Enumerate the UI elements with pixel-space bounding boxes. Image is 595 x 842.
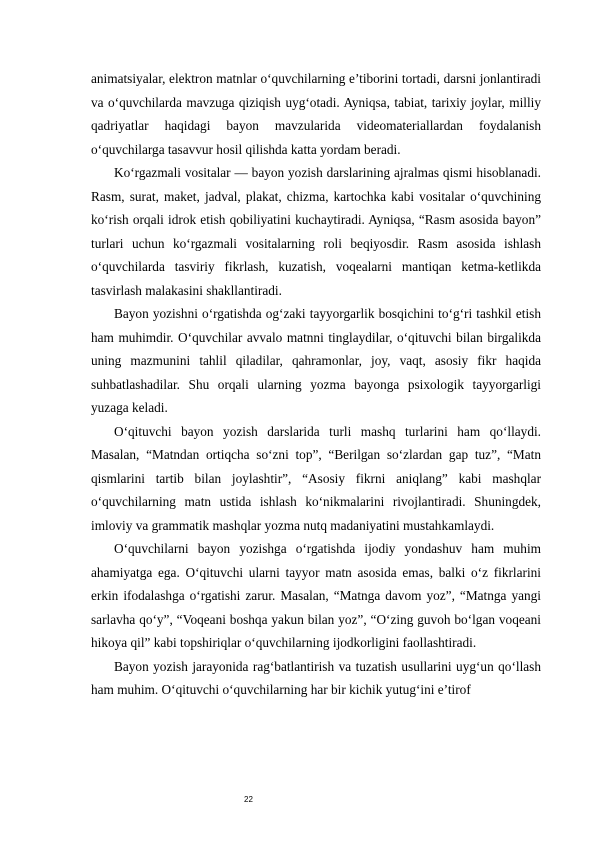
page-number: 22	[244, 795, 253, 804]
paragraph: O‘qituvchi bayon yozish darslarida turli mashq turlarini ham qo‘llaydi. Masalan, “Matndan ortiqcha so‘zni top”, “Berilgan so‘zlardan gap tuz”, “Matn qismlarini tartib bilan joylashtir”, “Asosiy fikrni aniqlang” kabi mashqlar o‘quvchilarning matn ustida ishlash ko‘nikmalarini rivojlantiradi. Shuningdek, imloviy va grammatik mashqlar yozma nutq madaniyatini mustahkamlaydi.	[91, 423, 541, 533]
paragraph: animatsiyalar, elektron matnlar o‘quvchilarning e’tiborini tortadi, darsni jonlantiradi va o‘quvchilarda mavzuga qiziqish uyg‘otadi. Ayniqsa, tabiat, tarixiy joylar, milliy qadriyatlar haqidagi bayon mavzularida videomateriallardan foydalanish o‘quvchilarga tasavvur hosil qilishda katta yordam beradi.	[91, 71, 541, 157]
paragraph: Bayon yozishni o‘rgatishda og‘zaki tayyorgarlik bosqichini to‘g‘ri tashkil etish ham muhimdir. O‘quvchilar avvalo matnni tinglaydilar, o‘qituvchi bilan birgalikda uning mazmunini tahlil qiladilar, qahramonlar, joy, vaqt, asosiy fikr haqida suhbatlashadilar. Shu orqali ularning yozma bayonga psixologik tayyorgarligi yuzaga keladi.	[91, 306, 541, 415]
body-text	[91, 67, 541, 702]
paragraph: O‘quvchilarni bayon yozishga o‘rgatishda ijodiy yondashuv ham muhim ahamiyatga ega. O‘qituvchi ularni tayyor matn asosida emas, balki o‘z fikrlarini erkin ifodalashga o‘rgatishi zarur. Masalan, “Matnga davom yoz”, “Matnga yangi sarlavha qo‘y”, “Voqeani boshqa yakun bilan yoz”, “O‘zing guvoh bo‘lgan voqeani hikoya qil” kabi topshiriqlar o‘quvchilarning ijodkorligini faollashtiradi.	[91, 541, 541, 650]
paragraph: Bayon yozish jarayonida rag‘batlantirish va tuzatish usullarini uyg‘un qo‘llash ham muhim. O‘qituvchi o‘quvchilarning har bir kichik yutug‘ini e’tirof	[91, 658, 541, 697]
paragraph: Ko‘rgazmali vositalar — bayon yozish darslarining ajralmas qismi hisoblanadi. Rasm, surat, maket, jadval, plakat, chizma, kartochka kabi vositalar o‘quvchining ko‘rish orqali idrok etish qobiliyatini kuchaytiradi. Ayniqsa, “Rasm asosida bayon” turlari uchun ko‘rgazmali vositalarning roli beqiyosdir. Rasm asosida ishlash o‘quvchilarda tasviriy fikrlash, kuzatish, voqealarni mantiqan ketma-ketlikda tasvirlash malakasini shakllantiradi.	[91, 165, 541, 298]
